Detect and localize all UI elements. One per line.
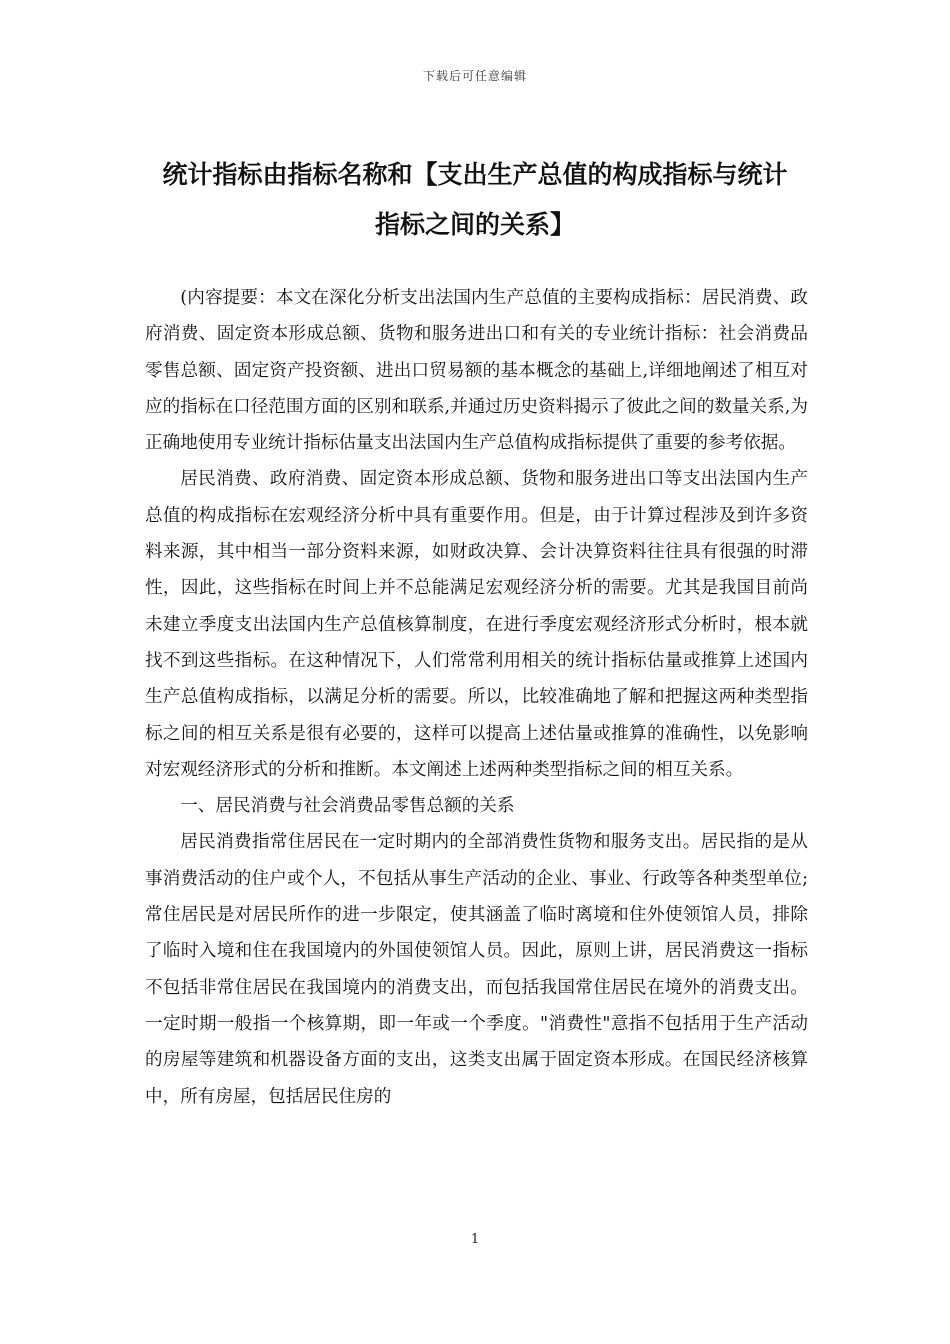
abstract-paragraph: (内容提要：本文在深化分析支出法国内生产总值的主要构成指标：居民消费、政府消费、固定资本形成总额、货物和服务进出口和有关的专业统计指标：社会消费品零售总额、固定资产投资额、进出口贸易额的基本概念的基础上,详细地阐述了相互对应的指标在口径范围方面的区别和联系,并通过历史资料揭示了彼此之间的数量关系,为正确地使用专业统计指标估量支出法国内生产总值构成指标提供了重要的参考依据。	[145, 288, 808, 454]
body-paragraph: 居民消费、政府消费、固定资本形成总额、货物和服务进出口等支出法国内生产总值的构成指标在宏观经济分析中具有重要作用。但是，由于计算过程涉及到许多资料来源，其中相当一部分资料来源，如财政决算、会计决算资料往往具有很强的时滞性，因此，这些指标在时间上并不总能满足宏观经济分析的需要。尤其是我国目前尚未建立季度支出法国内生产总值核算制度，在进行季度宏观经济形式分析时，根本就找不到这些指标。在这种情况下，人们常常利用相关的统计指标估量或推算上述国内生产总值构成指标，以满足分析的需要。所以，比较准确地了解和把握这两种类型指标之间的相互关系是很有必要的，这样可以提高上述估量或推算的准确性，以免影响对宏观经济形式的分析和推断。本文阐述上述两种类型指标之间的相互关系。	[145, 469, 808, 780]
document-body	[145, 280, 808, 1115]
section-heading: 一、居民消费与社会消费品零售总额的关系	[180, 796, 515, 817]
title-line-2: 指标之间的关系】	[374, 210, 575, 239]
page-number: 1	[470, 1232, 480, 1247]
document-title	[140, 150, 810, 250]
title-line-1: 统计指标由指标名称和【支出生产总值的构成指标与统计	[162, 160, 788, 189]
body-paragraph: 居民消费指常住居民在一定时期内的全部消费性货物和服务支出。居民指的是从事消费活动的住户或个人，不包括从事生产活动的企业、事业、行政等各种类型单位;常住居民是对居民所作的进一步限定，使其涵盖了临时离境和住外使领馆人员，排除了临时入境和住在我国境内的外国使领馆人员。因此，原则上讲，居民消费这一指标不包括非常住居民在我国境内的消费支出，而包括我国常住居民在境外的消费支出。一定时期一般指一个核算期，即一年或一个季度。"消费性"意指不包括用于生产活动的房屋等建筑和机器设备方面的支出，这类支出属于固定资本形成。在国民经济核算中，所有房屋，包括居民住房的	[145, 832, 808, 1107]
page-header: 下载后可任意编辑	[422, 69, 527, 83]
